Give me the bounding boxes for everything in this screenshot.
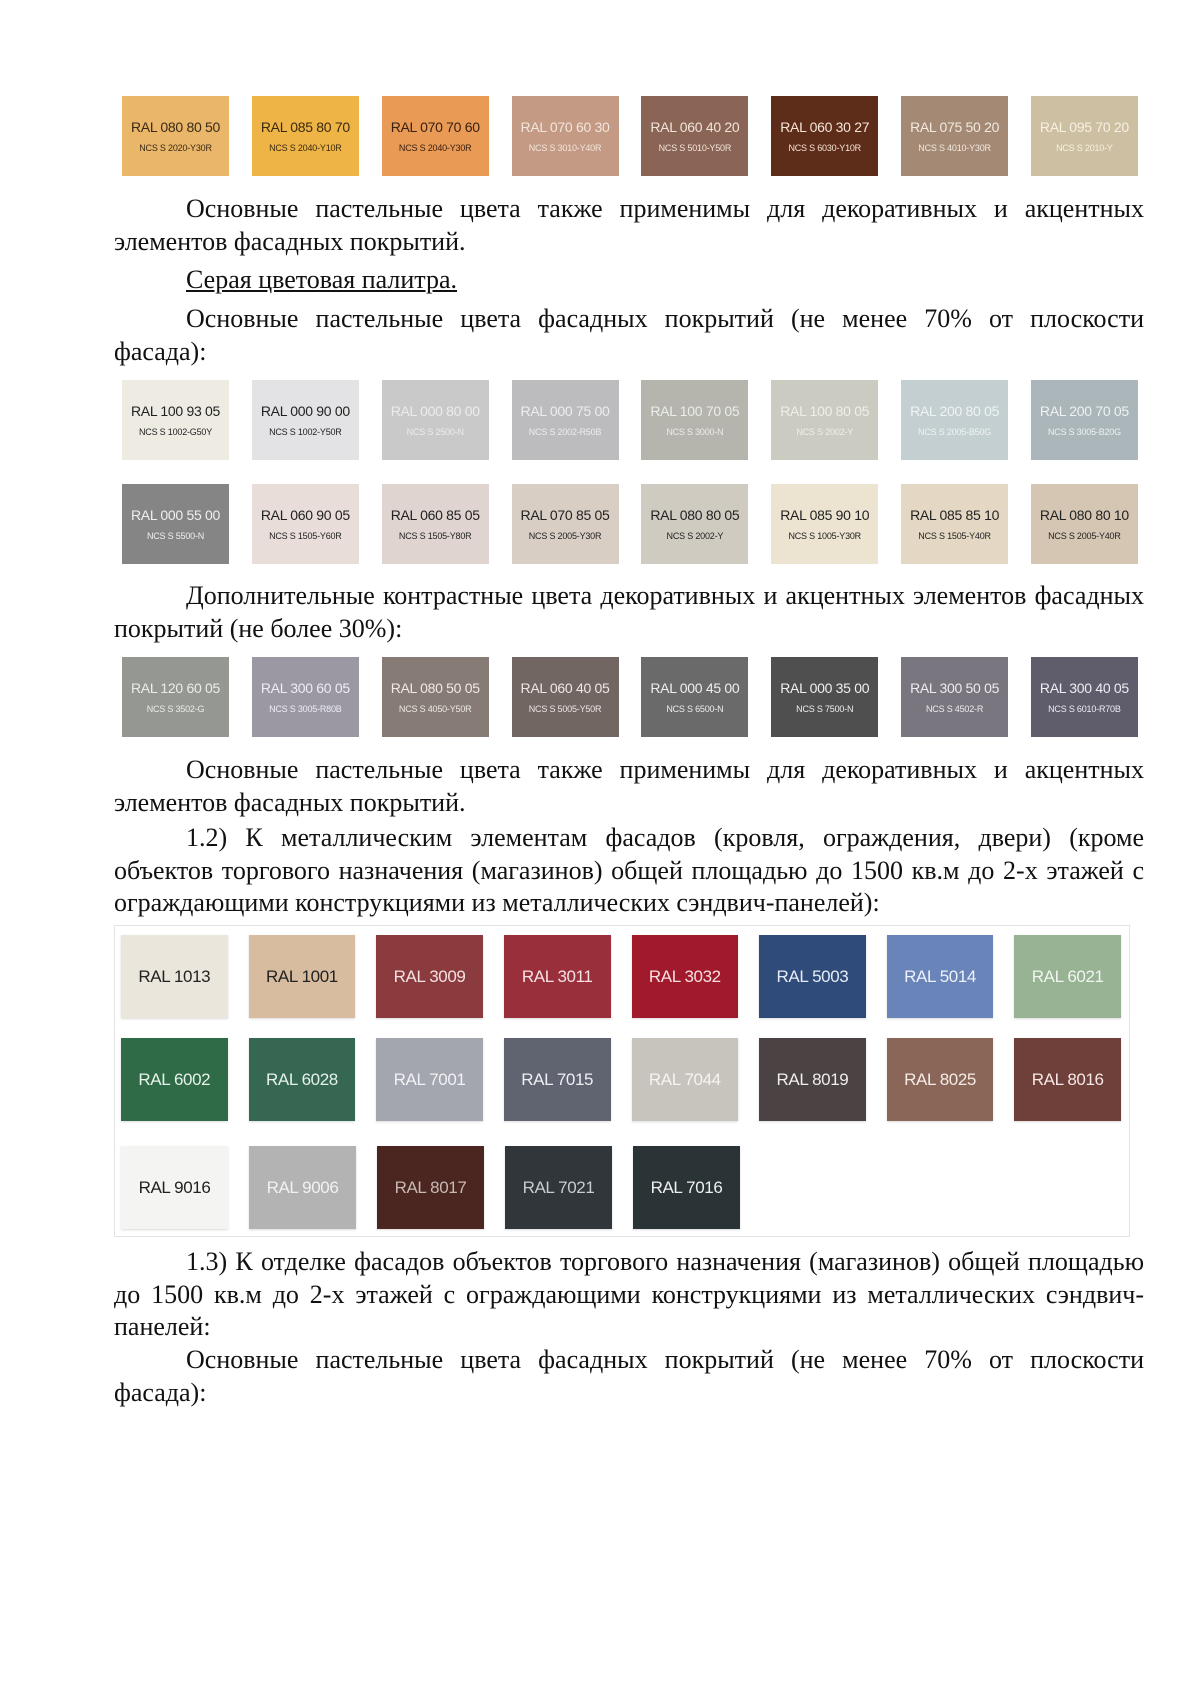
color-swatch (901, 96, 1008, 176)
swatch-ral-code: RAL 060 85 05 (390, 507, 480, 523)
swatch-ral-code: RAL 085 85 10 (910, 507, 1000, 523)
paragraph-text: 1.2) К металлическим элементам фасадов (кровля, ограждения, двери) (кроме объектов торгового назначения (магазинов) общей площадью до 1500 кв.м до 2-х этажей с ограждающими конструкциями из металлических сэндвич-панелей): (114, 823, 1144, 917)
swatch-ral-code: RAL 060 40 05 (520, 680, 610, 696)
swatch-ncs-code: NCS S 4502-R (926, 704, 984, 714)
metal-color-swatch (121, 1146, 228, 1229)
swatch-ncs-code: NCS S 2005-Y40R (1048, 531, 1121, 541)
swatch-ncs-code: NCS S 1002-Y50R (269, 427, 342, 437)
swatch-ncs-code: NCS S 2002-R50B (528, 427, 602, 437)
paragraph-main-pastel-1 (114, 303, 1144, 368)
swatch-ral-code: RAL 070 70 60 (390, 119, 480, 135)
color-swatch (122, 484, 229, 564)
color-swatch (122, 96, 229, 176)
color-swatch (771, 380, 878, 460)
color-swatch (382, 484, 489, 564)
metal-color-swatch (377, 1146, 484, 1229)
metal-color-swatch (121, 935, 228, 1018)
swatch-ral-code: RAL 095 70 20 (1039, 119, 1129, 135)
swatch-ral-code: RAL 9016 (138, 1177, 211, 1197)
swatch-ral-code: RAL 5003 (776, 966, 849, 986)
heading-text: Серая цветовая палитра. (186, 265, 458, 294)
swatch-ral-code: RAL 3032 (648, 966, 721, 986)
metal-color-swatch (121, 1038, 228, 1121)
swatch-ncs-code: NCS S 3005-B20G (1047, 427, 1121, 437)
swatch-ral-code: RAL 060 90 05 (260, 507, 350, 523)
swatch-ncs-code: NCS S 1005-Y30R (788, 531, 861, 541)
swatch-ral-code: RAL 070 85 05 (520, 507, 610, 523)
swatch-ral-code: RAL 080 80 05 (650, 507, 740, 523)
swatch-ncs-code: NCS S 4010-Y30R (918, 143, 991, 153)
swatch-ral-code: RAL 070 60 30 (520, 119, 610, 135)
color-swatch (1031, 96, 1138, 176)
color-swatch (382, 380, 489, 460)
swatch-ncs-code: NCS S 2500-N (406, 427, 464, 437)
metal-color-swatch (376, 935, 483, 1018)
color-swatch (382, 657, 489, 737)
color-swatch (771, 484, 878, 564)
swatch-ncs-code: NCS S 2040-Y30R (398, 143, 472, 153)
metal-color-swatch (1014, 1038, 1121, 1121)
swatch-ral-code: RAL 000 80 00 (390, 403, 480, 419)
swatch-row-contrast (122, 657, 1138, 737)
color-swatch (512, 380, 619, 460)
swatch-ncs-code: NCS S 2040-Y10R (269, 143, 342, 153)
swatch-ral-code: RAL 060 40 20 (650, 119, 740, 135)
metal-swatch-row-2 (121, 1038, 1121, 1121)
swatch-ral-code: RAL 1001 (266, 966, 338, 986)
swatch-ral-code: RAL 6002 (138, 1069, 211, 1089)
color-swatch (1031, 380, 1138, 460)
metal-color-swatch (504, 1038, 611, 1121)
color-swatch (252, 96, 359, 176)
swatch-ncs-code: NCS S 2020-Y30R (139, 143, 212, 153)
swatch-ral-code: RAL 200 70 05 (1039, 403, 1129, 419)
color-swatch (122, 657, 229, 737)
swatch-ncs-code: NCS S 6030-Y10R (788, 143, 861, 153)
metal-color-swatch (504, 935, 611, 1018)
swatch-ral-code: RAL 8017 (394, 1177, 467, 1197)
swatch-ncs-code: NCS S 2010-Y (1056, 143, 1113, 153)
swatch-ral-code: RAL 7015 (521, 1069, 594, 1089)
swatch-ral-code: RAL 6021 (1031, 966, 1104, 986)
swatch-ral-code: RAL 300 50 05 (910, 680, 1000, 696)
metal-color-swatch (633, 1146, 740, 1229)
metal-color-swatch (632, 935, 739, 1018)
swatch-ncs-code: NCS S 6500-N (666, 704, 724, 714)
swatch-ral-code: RAL 100 93 05 (131, 403, 220, 419)
metal-color-swatch (249, 935, 356, 1018)
metal-color-swatch (249, 1038, 356, 1121)
metal-color-swatch (505, 1146, 612, 1229)
color-swatch (122, 380, 229, 460)
swatch-ral-code: RAL 7016 (650, 1177, 723, 1197)
color-swatch (771, 657, 878, 737)
paragraph-text: 1.3) К отделке фасадов объектов торгового назначения (магазинов) общей площадью до 1500 кв.м до 2-х этажей с ограждающими конструкциями из металлических сэндвич-панелей: (114, 1247, 1144, 1341)
swatch-ral-code: RAL 300 40 05 (1039, 680, 1129, 696)
swatch-ncs-code: NCS S 2002-Y (796, 427, 854, 437)
swatch-ral-code: RAL 075 50 20 (910, 119, 1000, 135)
swatch-ral-code: RAL 085 90 10 (780, 507, 870, 523)
color-swatch (901, 484, 1008, 564)
color-swatch (1031, 657, 1138, 737)
color-swatch (512, 484, 619, 564)
metal-color-swatch (759, 1038, 866, 1121)
metal-swatch-row-3 (121, 1146, 1121, 1229)
swatch-ncs-code: NCS S 5005-Y50R (528, 704, 602, 714)
swatch-ncs-code: NCS S 2005-Y30R (528, 531, 602, 541)
swatch-ncs-code: NCS S 5500-N (146, 531, 205, 541)
metal-color-swatch (887, 1038, 994, 1121)
paragraph-text: Основные пастельные цвета также применимы для декоративных и акцентных элементов фасадных покрытий. (114, 755, 1144, 817)
color-swatch (1031, 484, 1138, 564)
swatch-ral-code: RAL 3011 (521, 966, 593, 986)
paragraph-text: Основные пастельные цвета фасадных покрытий (не менее 70% от плоскости фасада): (114, 304, 1144, 366)
metal-color-swatch (759, 935, 866, 1018)
heading-grey-palette (114, 264, 1144, 297)
swatch-ral-code: RAL 8025 (904, 1069, 976, 1089)
color-swatch (771, 96, 878, 176)
swatch-ncs-code: NCS S 6010-R70B (1048, 704, 1121, 714)
color-swatch (641, 96, 748, 176)
swatch-row-warm (122, 96, 1138, 176)
swatch-ral-code: RAL 3009 (393, 966, 466, 986)
swatch-ncs-code: NCS S 3010-Y40R (528, 143, 602, 153)
swatch-ral-code: RAL 000 55 00 (131, 507, 220, 523)
swatch-ral-code: RAL 8019 (776, 1069, 849, 1089)
color-swatch (641, 380, 748, 460)
color-swatch (512, 657, 619, 737)
color-swatch (901, 657, 1008, 737)
paragraph-pastel-applicable-1 (114, 193, 1144, 258)
metal-swatch-row-1 (121, 935, 1121, 1018)
swatch-ral-code: RAL 7044 (648, 1069, 721, 1089)
swatch-ral-code: RAL 000 75 00 (520, 403, 610, 419)
color-swatch (252, 657, 359, 737)
color-swatch (382, 96, 489, 176)
swatch-ral-code: RAL 000 90 00 (260, 403, 350, 419)
color-swatch (252, 380, 359, 460)
swatch-ral-code: RAL 300 60 05 (260, 680, 350, 696)
swatch-ral-code: RAL 1013 (138, 966, 211, 986)
color-swatch (512, 96, 619, 176)
swatch-ral-code: RAL 7021 (522, 1177, 595, 1197)
paragraph-shop-facades (114, 1246, 1144, 1344)
paragraph-text: Основные пастельные цвета также применимы для декоративных и акцентных элементов фасадных покрытий. (114, 194, 1144, 256)
swatch-ral-code: RAL 000 35 00 (780, 680, 870, 696)
swatch-ral-code: RAL 120 60 05 (131, 680, 220, 696)
swatch-ral-code: RAL 060 30 27 (780, 119, 870, 135)
metal-color-swatch (632, 1038, 739, 1121)
swatch-row-grey-1 (122, 380, 1138, 460)
paragraph-metal-elements (114, 822, 1144, 920)
swatch-ncs-code: NCS S 3502-G (146, 704, 205, 714)
swatch-ncs-code: NCS S 1505-Y40R (918, 531, 991, 541)
swatch-ral-code: RAL 080 80 10 (1039, 507, 1129, 523)
swatch-ral-code: RAL 7001 (393, 1069, 466, 1089)
swatch-ncs-code: NCS S 1505-Y80R (398, 531, 472, 541)
paragraph-pastel-applicable-2 (114, 754, 1144, 819)
swatch-ncs-code: NCS S 7500-N (796, 704, 854, 714)
swatch-ral-code: RAL 9006 (266, 1177, 339, 1197)
metal-color-swatch (376, 1038, 483, 1121)
swatch-ral-code: RAL 100 80 05 (780, 403, 870, 419)
metal-color-swatch (887, 935, 994, 1018)
color-swatch (641, 484, 748, 564)
swatch-ral-code: RAL 200 80 05 (910, 403, 1000, 419)
swatch-ral-code: RAL 085 80 70 (260, 119, 350, 135)
swatch-ral-code: RAL 8016 (1031, 1069, 1104, 1089)
metal-color-swatch (1014, 935, 1121, 1018)
color-swatch (252, 484, 359, 564)
swatch-ral-code: RAL 6028 (266, 1069, 338, 1089)
paragraph-text: Дополнительные контрастные цвета декоративных и акцентных элементов фасадных покрытий (не более 30%): (114, 581, 1144, 643)
color-swatch (641, 657, 748, 737)
swatch-ncs-code: NCS S 4050-Y50R (398, 704, 472, 714)
swatch-ncs-code: NCS S 3000-N (666, 427, 724, 437)
paragraph-text: Основные пастельные цвета фасадных покрытий (не менее 70% от плоскости фасада): (114, 1345, 1144, 1407)
paragraph-main-pastel-2 (114, 1344, 1144, 1409)
swatch-ncs-code: NCS S 2005-B50G (918, 427, 992, 437)
paragraph-contrast-colors (114, 580, 1144, 645)
swatch-ral-code: RAL 100 70 05 (650, 403, 740, 419)
swatch-ncs-code: NCS S 1002-G50Y (138, 427, 213, 437)
swatch-ral-code: RAL 5014 (904, 966, 976, 986)
swatch-ncs-code: NCS S 2002-Y (666, 531, 724, 541)
swatch-ral-code: RAL 000 45 00 (650, 680, 740, 696)
swatch-ncs-code: NCS S 3005-R80B (269, 704, 342, 714)
metal-color-swatch (249, 1146, 356, 1229)
swatch-ncs-code: NCS S 1505-Y60R (269, 531, 342, 541)
swatch-ncs-code: NCS S 5010-Y50R (658, 143, 732, 153)
swatch-row-grey-2 (122, 484, 1138, 564)
color-swatch (901, 380, 1008, 460)
swatch-ral-code: RAL 080 80 50 (131, 119, 220, 135)
swatch-ral-code: RAL 080 50 05 (390, 680, 480, 696)
